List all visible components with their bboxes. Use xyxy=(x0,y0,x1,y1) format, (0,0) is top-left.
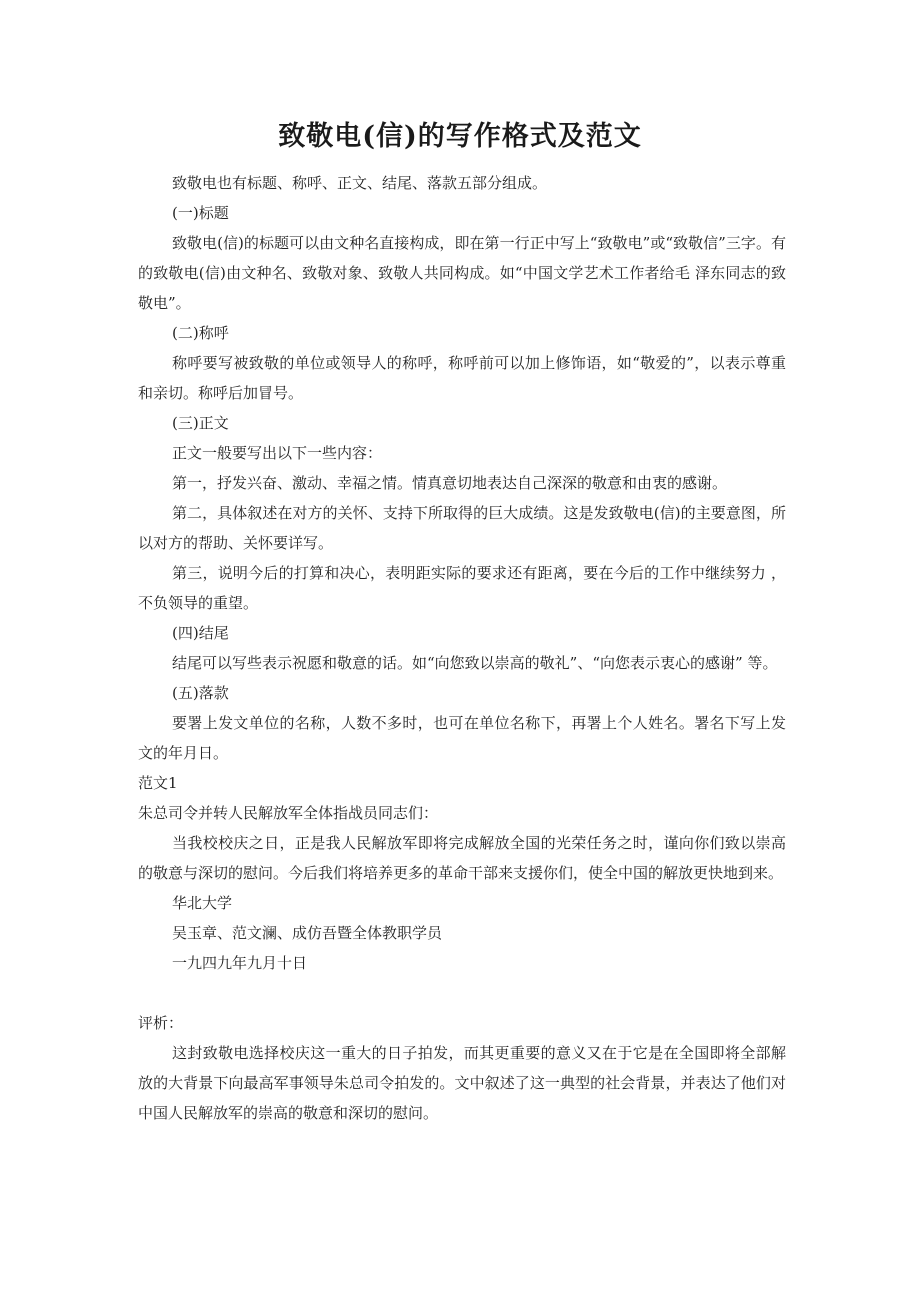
section-body-point-1: 第一，抒发兴奋、激动、幸福之情。情真意切地表达自己深深的敬意和由衷的感谢。 xyxy=(172,474,728,492)
commentary-label: 评析： xyxy=(138,1014,184,1032)
section-body-point-3: 第三，说明今后的打算和决心，表明距实际的要求还有距离，要在今后的工作中继续努力 ，不负领导的重望。 xyxy=(138,564,786,612)
example-signers: 吴玉章、范文澜、成仿吾暨全体教职学员 xyxy=(172,924,443,942)
section-body-ending: 结尾可以写些表示祝愿和敬意的话。如“向您致以崇高的敬礼”、“向您表示衷心的感谢” 等。 xyxy=(172,654,778,672)
intro-paragraph: 致敬电也有标题、称呼、正文、结尾、落款五部分组成。 xyxy=(172,174,548,192)
section-heading-ending: (四)结尾 xyxy=(172,624,229,642)
example-salutation: 朱总司令并转人民解放军全体指战员同志们： xyxy=(138,804,439,822)
section-body-signature: 要署上发文单位的名称，人数不多时，也可在单位名称下，再署上个人姓名。署名下写上发文的年月日。 xyxy=(138,714,786,762)
document-body xyxy=(138,168,786,1128)
example-label: 范文1 xyxy=(138,774,178,792)
example-date: 一九四九年九月十日 xyxy=(172,954,308,972)
section-heading-salutation: (二)称呼 xyxy=(172,324,229,342)
section-body-title: 致敬电(信)的标题可以由文种名直接构成，即在第一行正中写上“致敬电”或“致敬信”三字。有的致敬电(信)由文种名、致敬对象、致敬人共同构成。如“中国文学艺术工作者给毛 泽东同志的致敬电”。 xyxy=(138,234,786,312)
section-heading-signature: (五)落款 xyxy=(172,684,229,702)
section-body-intro: 正文一般要写出以下一些内容： xyxy=(172,444,383,462)
section-body-salutation: 称呼要写被致敬的单位或领导人的称呼，称呼前可以加上修饰语，如“敬爱的”，以表示尊重和亲切。称呼后加冒号。 xyxy=(138,354,786,402)
example-body: 当我校校庆之日，正是我人民解放军即将完成解放全国的光荣任务之时，谨向你们致以崇高的敬意与深切的慰问。今后我们将培养更多的革命干部来支援你们，使全中国的解放更快地到来。 xyxy=(138,834,786,882)
commentary-body: 这封致敬电选择校庆这一重大的日子拍发，而其更重要的意义又在于它是在全国即将全部解放的大背景下向最高军事领导朱总司令拍发的。文中叙述了这一典型的社会背景，并表达了他们对中国人民解放军的崇高的敬意和深切的慰问。 xyxy=(138,1044,786,1122)
spacer xyxy=(138,978,786,1008)
section-body-point-2: 第二，具体叙述在对方的关怀、支持下所取得的巨大成绩。这是发致敬电(信)的主要意图，所 以对方的帮助、关怀要详写。 xyxy=(138,504,786,552)
example-org: 华北大学 xyxy=(172,894,233,912)
section-heading-body: (三)正文 xyxy=(172,414,229,432)
section-heading-title: (一)标题 xyxy=(172,204,229,222)
page-title: 致敬电(信)的写作格式及范文 xyxy=(278,121,642,152)
